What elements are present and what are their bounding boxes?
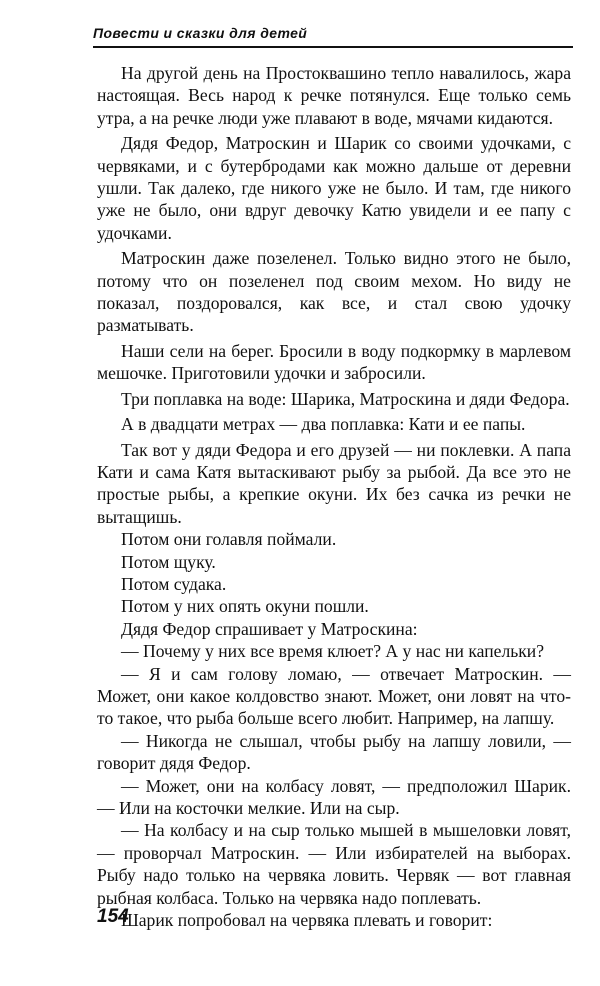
dialogue-line: — Почему у них все время клюет? А у нас ни капельки? xyxy=(121,641,545,662)
page-number: 154 xyxy=(97,906,129,927)
dialogue-line: — Я и сам голову ломаю, — отвечает Матроскин. — Может, они какое колдовство знают. Может, они ловят на что-то такое, что рыба больше всего любит. Например, на лапшу. xyxy=(97,663,571,729)
dialogue-line: — На колбасу и на сыр только мышей в мышеловки ловят, — проворчал Матроскин. — Или избирателей на выборах. Рыбу надо только на червяка ловить. Червяк — вот главная рыбная колбаса. Только на червяка надо поплевать. xyxy=(97,820,571,908)
paragraph: Дядя Федор спрашивает у Матроскина: xyxy=(121,618,418,639)
paragraph: Наши сели на берег. Бросили в воду подкормку в марлевом мешочке. Приготовили удочки и забросили. xyxy=(97,340,571,384)
body-text xyxy=(97,62,571,931)
paragraph: Три поплавка на воде: Шарика, Матроскина и дяди Федора. xyxy=(121,388,570,409)
running-head xyxy=(93,24,573,48)
paragraph: Потом судака. xyxy=(121,573,227,594)
paragraph: А в двадцати метрах — два поплавка: Кати и ее папы. xyxy=(121,414,526,435)
paragraph: Потом щуку. xyxy=(121,551,216,572)
dialogue-line: — Никогда не слышал, чтобы рыбу на лапшу ловили, — говорит дядя Федор. xyxy=(97,730,571,774)
paragraph: Матроскин даже позеленел. Только видно этого не было, потому что он позеленел под своим мехом. Но виду не показал, поздоровался, как все, и стал свою удочку разматывать. xyxy=(97,248,571,336)
dialogue-line: — Может, они на колбасу ловят, — предположил Шарик. — Или на косточки мелкие. Или на сыр. xyxy=(97,775,571,818)
paragraph: На другой день на Простоквашино тепло навалилось, жара настоящая. Весь народ к речке потянулся. Еще только семь утра, а на речке люди уже плавают в воде, мячами кидаются. xyxy=(97,63,571,128)
paragraph: Так вот у дяди Федора и его друзей — ни поклевки. А папа Кати и сама Катя вытаскивают рыбу за рыбой. Да все это не простые рыбы, а крепкие окуни. Их без сачка из речки не вытащишь. xyxy=(97,439,571,527)
paragraph: Дядя Федор, Матроскин и Шарик со своими удочками, с червяками, и с бутербродами как можно дальше от деревни ушли. Так далеко, где никого уже не было. И там, где никого уже не было, они вдруг девочку Катю увидели и ее папу с удочками. xyxy=(97,133,571,243)
running-head-title: Повести и сказки для детей xyxy=(93,25,308,41)
paragraph: Шарик попробовал на червяка плевать и говорит: xyxy=(121,910,493,931)
paragraph: Потом они голавля поймали. xyxy=(121,529,337,550)
paragraph: Потом у них опять окуни пошли. xyxy=(121,596,369,617)
